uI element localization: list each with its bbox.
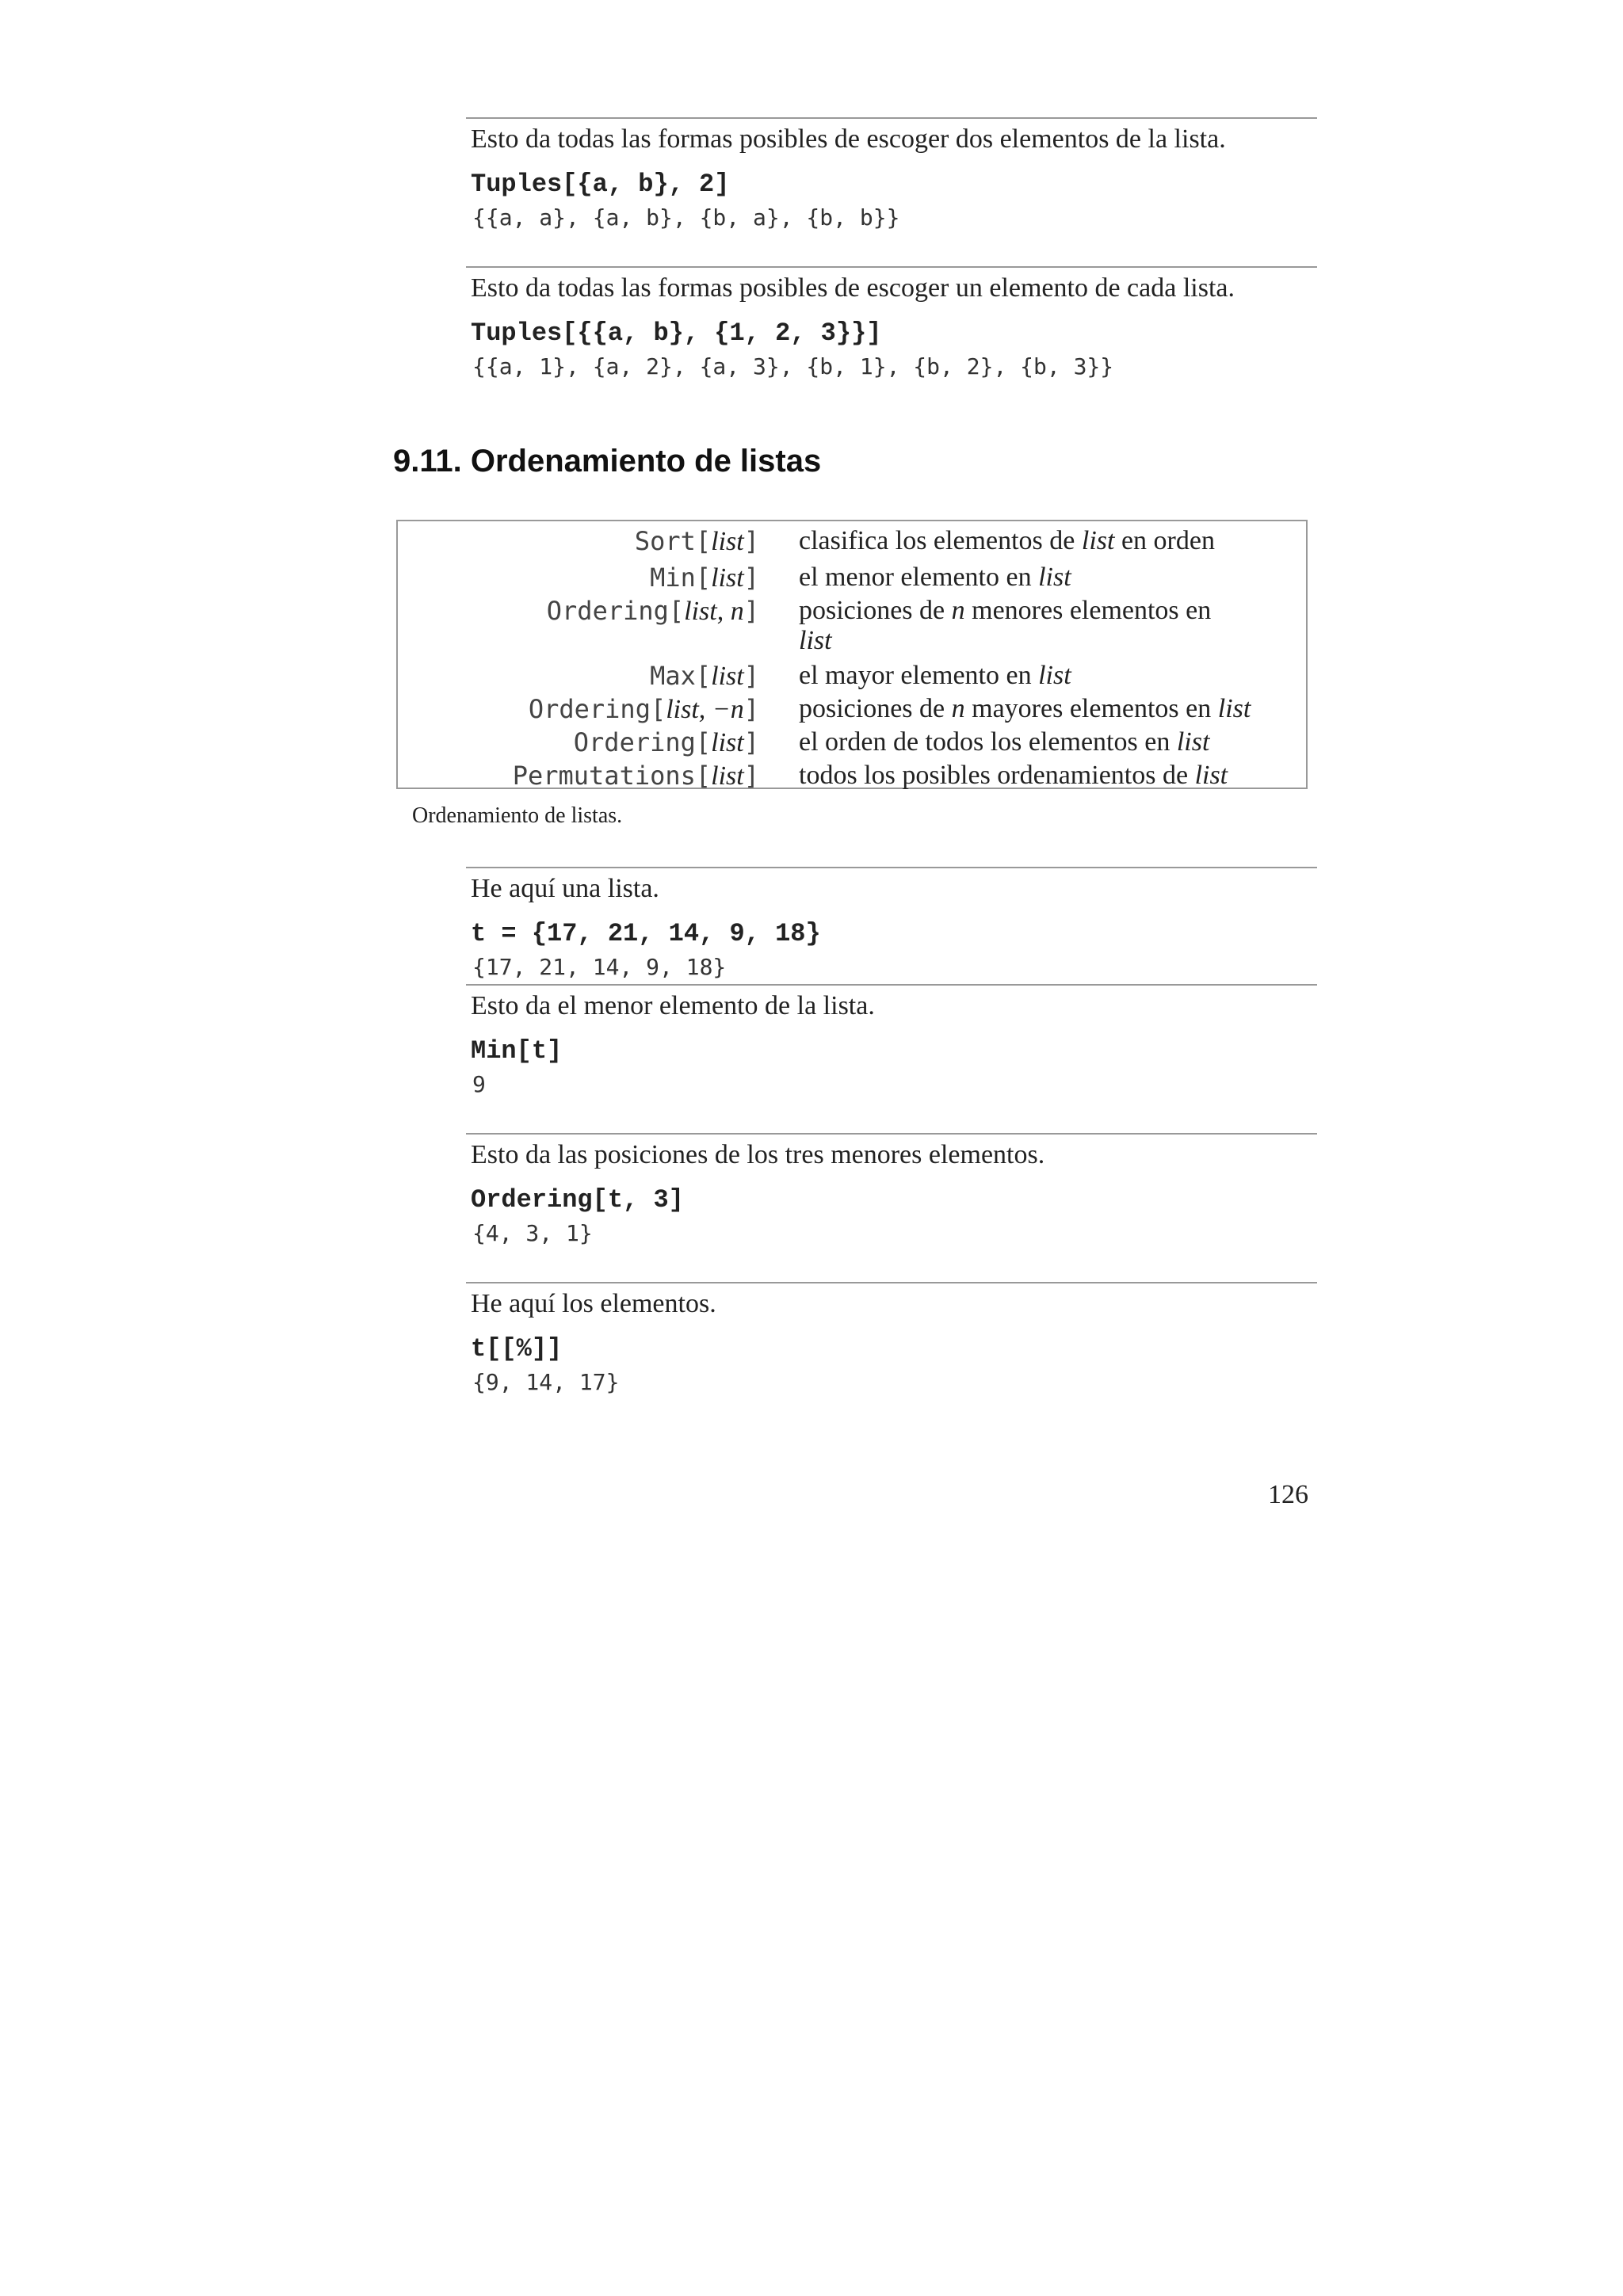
notebook-cell (466, 1282, 1317, 1396)
cell-input: Tuples[{a, b}, 2] (471, 170, 730, 199)
cell-divider (466, 867, 1317, 868)
function-signature: Ordering[list, n] (546, 596, 759, 626)
table-caption: Ordenamiento de listas. (412, 803, 623, 828)
cell-input: t[[%]] (471, 1334, 563, 1363)
cell-divider (466, 117, 1317, 119)
cell-input: Ordering[t, 3] (471, 1185, 684, 1215)
cell-text: Esto da todas las formas posibles de escoger un elemento de cada lista. (471, 273, 1235, 303)
cell-input: Tuples[{{a, b}, {1, 2, 3}}] (471, 318, 882, 348)
notebook-cell (466, 867, 1317, 981)
notebook-cell (466, 117, 1317, 231)
function-description: todos los posibles ordenamientos de list (799, 761, 1228, 790)
function-description: posiciones de n menores elementos en list (799, 596, 1212, 655)
cell-text: He aquí una lista. (471, 874, 659, 903)
function-signature: Ordering[list] (573, 727, 759, 757)
cell-divider (466, 1282, 1317, 1283)
function-description: clasifica los elementos de list en orden (799, 526, 1215, 555)
function-signature: Sort[list] (634, 526, 759, 556)
cell-output: {9, 14, 17} (472, 1369, 620, 1395)
cell-output: {{a, 1}, {a, 2}, {a, 3}, {b, 1}, {b, 2}, {b, 3}} (472, 353, 1114, 379)
function-description: posiciones de n mayores elementos en list (799, 694, 1251, 723)
function-signature: Ordering[list, −n] (528, 694, 759, 724)
function-table (396, 520, 1308, 789)
notebook-cell (466, 1133, 1317, 1247)
notebook-cell (466, 266, 1317, 380)
cell-divider (466, 1133, 1317, 1135)
function-description: el menor elemento en list (799, 563, 1071, 592)
notebook-cell (466, 984, 1317, 1098)
function-signature: Permutations[list] (512, 761, 759, 791)
cell-output: {{a, a}, {a, b}, {b, a}, {b, b}} (472, 204, 900, 231)
function-signature: Max[list] (650, 661, 759, 691)
function-signature: Min[list] (650, 563, 759, 593)
function-description: el mayor elemento en list (799, 661, 1071, 690)
section-heading: 9.11. Ordenamiento de listas (393, 444, 822, 479)
cell-text: Esto da todas las formas posibles de escoger dos elementos de la lista. (471, 124, 1226, 154)
cell-output: 9 (472, 1071, 486, 1097)
function-description: el orden de todos los elementos en list (799, 727, 1210, 757)
cell-divider (466, 266, 1317, 268)
cell-input: Min[t] (471, 1036, 563, 1066)
cell-text: Esto da el menor elemento de la lista. (471, 991, 875, 1020)
cell-divider (466, 984, 1317, 986)
cell-output: {4, 3, 1} (472, 1220, 593, 1246)
page-number: 126 (1268, 1480, 1308, 1509)
cell-text: Esto da las posiciones de los tres menores elementos. (471, 1140, 1045, 1169)
cell-output: {17, 21, 14, 9, 18} (472, 954, 727, 980)
cell-input: t = {17, 21, 14, 9, 18} (471, 919, 821, 948)
cell-text: He aquí los elementos. (471, 1289, 716, 1318)
